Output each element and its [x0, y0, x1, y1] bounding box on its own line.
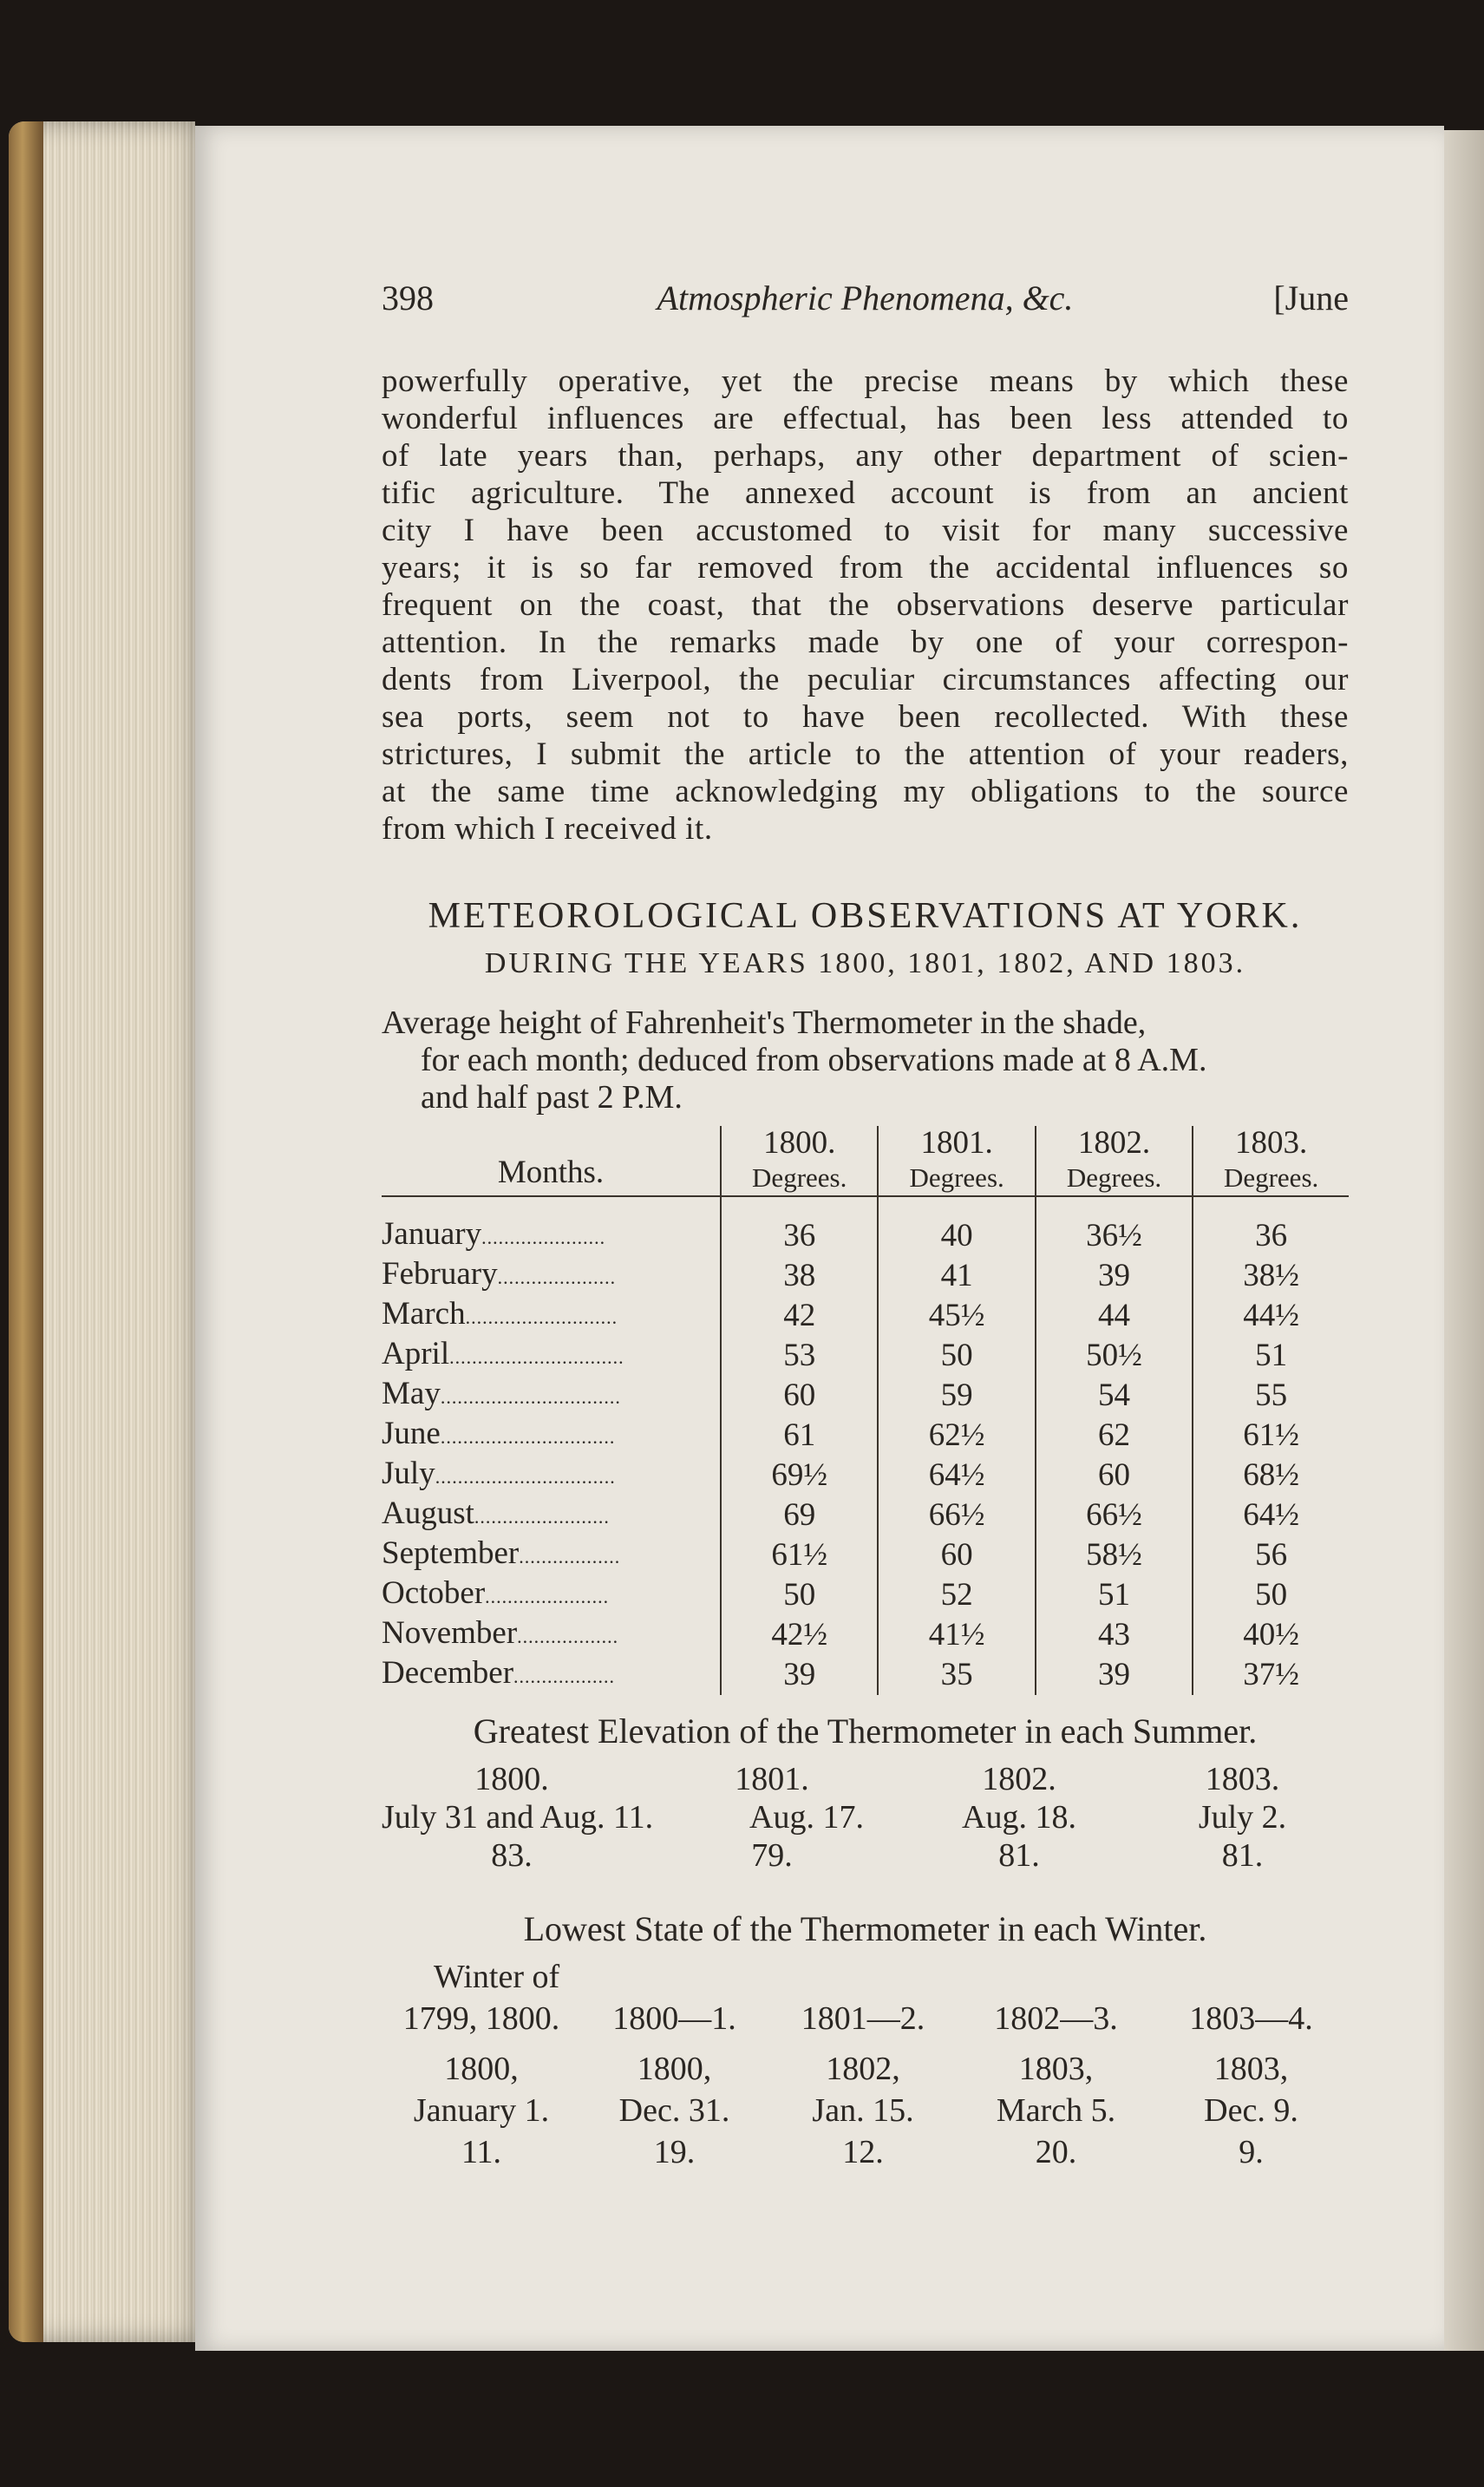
temperature-value: 60 [721, 1376, 878, 1416]
temperature-value: 51 [1036, 1575, 1193, 1615]
month-name: September [382, 1535, 520, 1571]
temperature-table [382, 1126, 1349, 1695]
winter-block [382, 1956, 1349, 2173]
winter-dates [382, 2090, 1349, 2131]
summer-date: July 31 and Aug. 11. [382, 1799, 654, 1836]
month-cell [382, 1216, 721, 1256]
paragraph-line: sea ports, seem not to have been recollected. With these [382, 699, 1349, 735]
month-cell [382, 1256, 721, 1296]
table-row [382, 1535, 1349, 1575]
year-header: 1803. [1193, 1126, 1349, 1161]
month-name: August [382, 1495, 474, 1531]
leader-dots: ...................... [485, 1586, 610, 1607]
month-cell [382, 1456, 721, 1495]
table-row [382, 1495, 1349, 1535]
temperature-value: 39 [1036, 1655, 1193, 1695]
section-title: METEOROLOGICAL OBSERVATIONS AT YORK. [428, 896, 1303, 936]
month-cell [382, 1336, 721, 1376]
month-name: June [382, 1416, 441, 1451]
winter-value: 11. [461, 2134, 502, 2170]
month-name: November [382, 1615, 518, 1651]
leader-dots: ...................... [481, 1227, 606, 1248]
winter-date: January 1. [413, 2092, 550, 2129]
paragraph-line: city I have been accustomed to visit for many successive [382, 513, 1349, 548]
temperature-value: 66½ [878, 1495, 1035, 1535]
winter-year: 1800, [444, 2051, 519, 2087]
winter-date: Dec. 9. [1204, 2092, 1298, 2129]
month-cell [382, 1535, 721, 1575]
winter-period: 1803—4. [1189, 2000, 1313, 2037]
temperature-value: 44 [1036, 1296, 1193, 1336]
year-header: 1801. [878, 1126, 1035, 1161]
winter-period: 1801—2. [801, 2000, 925, 2037]
summer-values [382, 1837, 1349, 1874]
temperature-value: 60 [878, 1535, 1035, 1575]
temperature-value: 38½ [1193, 1256, 1349, 1296]
winter-year: 1800, [637, 2051, 712, 2087]
facing-page-edge [1444, 130, 1484, 2351]
table-intro [382, 1005, 1349, 1116]
temperature-value: 36 [721, 1216, 878, 1256]
temperature-value: 38 [721, 1256, 878, 1296]
table-row [382, 1575, 1349, 1615]
temperature-value: 52 [878, 1575, 1035, 1615]
paragraph-line: powerfully operative, yet the precise means by which these [382, 363, 1349, 399]
temperature-value: 39 [721, 1655, 878, 1695]
month-name: October [382, 1575, 486, 1611]
summer-dates [382, 1799, 1349, 1836]
months-header: Months. [497, 1155, 605, 1190]
year-header: 1802. [1036, 1126, 1193, 1161]
paragraph-line: of late years than, perhaps, any other department of scien- [382, 438, 1349, 474]
table-row [382, 1615, 1349, 1655]
month-name: January [382, 1216, 482, 1252]
temperature-value: 43 [1036, 1615, 1193, 1655]
summer-year: 1803. [1205, 1761, 1280, 1797]
paragraph-line: dents from Liverpool, the peculiar circumstances affecting our [382, 662, 1349, 697]
winter-heading: Lowest State of the Thermometer in each Winter. [523, 1909, 1207, 1948]
temperature-value: 61½ [1193, 1416, 1349, 1456]
temperature-value: 39 [1036, 1256, 1193, 1296]
month-name: July [382, 1456, 435, 1491]
temperature-value: 40½ [1193, 1615, 1349, 1655]
intro-line: for each month; deduced from observations made at 8 A.M. [421, 1042, 1207, 1078]
header-month: [June [1273, 278, 1349, 317]
winter-periods [382, 1998, 1349, 2039]
leader-dots: ........................... [465, 1306, 618, 1328]
winter-values [382, 2131, 1349, 2173]
unit-header: Degrees. [721, 1161, 878, 1196]
leader-dots: ................................ [435, 1466, 616, 1488]
page-number: 398 [382, 278, 434, 317]
month-name: May [382, 1376, 441, 1411]
winter-year: 1803, [1213, 2051, 1289, 2087]
temperature-value: 40 [878, 1216, 1035, 1256]
summer-heading: Greatest Elevation of the Thermometer in each Summer. [473, 1711, 1258, 1751]
paragraph-line: attention. In the remarks made by one of your correspon- [382, 625, 1349, 660]
winter-period: 1800—1. [612, 2000, 736, 2037]
winter-value: 20. [1035, 2134, 1077, 2170]
unit-header: Degrees. [1036, 1161, 1193, 1196]
winter-years [382, 2048, 1349, 2090]
table-row [382, 1376, 1349, 1416]
temperature-value: 56 [1193, 1535, 1349, 1575]
leader-dots: ..................... [497, 1266, 617, 1288]
table-row [382, 1416, 1349, 1456]
book-page-edges [9, 121, 195, 2342]
body-paragraph [382, 363, 1349, 848]
month-cell [382, 1296, 721, 1336]
temperature-value: 59 [878, 1376, 1035, 1416]
month-cell [382, 1495, 721, 1535]
table-row [382, 1256, 1349, 1296]
paragraph-line: strictures, I submit the article to the attention of your readers, [382, 736, 1349, 772]
temperature-value: 35 [878, 1655, 1035, 1695]
summer-date: Aug. 18. [962, 1799, 1076, 1836]
summer-value: 83. [491, 1837, 533, 1874]
temperature-value: 50 [878, 1336, 1035, 1376]
winter-label [382, 1956, 1349, 1998]
summer-value: 81. [1221, 1837, 1264, 1874]
month-name: February [382, 1256, 498, 1292]
winter-value: 19. [653, 2134, 696, 2170]
summer-value: 79. [751, 1837, 793, 1874]
temperature-value: 41½ [878, 1615, 1035, 1655]
table-row [382, 1336, 1349, 1376]
section-subtitle: DURING THE YEARS 1800, 1801, 1802, AND 1803. [484, 947, 1246, 979]
temperature-value: 69 [721, 1495, 878, 1535]
leader-dots: ........................ [474, 1506, 610, 1528]
summer-year: 1801. [735, 1761, 809, 1797]
temperature-value: 50 [1193, 1575, 1349, 1615]
temperature-value: 64½ [878, 1456, 1035, 1495]
leader-dots: .................. [517, 1626, 619, 1647]
temperature-value: 61 [721, 1416, 878, 1456]
temperature-value: 50½ [1036, 1336, 1193, 1376]
temperature-value: 51 [1193, 1336, 1349, 1376]
running-header [382, 278, 1349, 330]
intro-line: Average height of Fahrenheit's Thermometer in the shade, [382, 1005, 1147, 1041]
unit-header: Degrees. [1193, 1161, 1349, 1196]
temperature-value: 55 [1193, 1376, 1349, 1416]
temperature-value: 37½ [1193, 1655, 1349, 1695]
table-row [382, 1216, 1349, 1256]
paragraph-line: years; it is so far removed from the accidental influences so [382, 550, 1349, 586]
year-header: 1800. [721, 1126, 878, 1161]
paragraph-line: frequent on the coast, that the observations deserve particular [382, 587, 1349, 623]
leader-dots: ............................... [449, 1346, 624, 1368]
winter-date: Jan. 15. [812, 2092, 914, 2129]
month-name: December [382, 1655, 514, 1691]
summer-value: 81. [998, 1837, 1040, 1874]
winter-of-label: Winter of [434, 1959, 560, 1995]
leader-dots: ............................... [440, 1426, 616, 1448]
temperature-value: 41 [878, 1256, 1035, 1296]
winter-year: 1802, [826, 2051, 900, 2087]
summer-date: Aug. 17. [749, 1799, 864, 1836]
summer-year: 1802. [982, 1761, 1056, 1797]
temperature-value: 36½ [1036, 1216, 1193, 1256]
temperature-value: 44½ [1193, 1296, 1349, 1336]
month-name: April [382, 1336, 450, 1371]
winter-year: 1803, [1018, 2051, 1094, 2087]
paragraph-line: from which I received it. [382, 811, 713, 847]
temperature-value: 64½ [1193, 1495, 1349, 1535]
temperature-value: 62½ [878, 1416, 1035, 1456]
summer-year: 1800. [474, 1761, 549, 1797]
temperature-value: 36 [1193, 1216, 1349, 1256]
month-cell [382, 1655, 721, 1695]
leader-dots: .................. [513, 1666, 616, 1687]
temperature-value: 45½ [878, 1296, 1035, 1336]
leader-dots: .................. [519, 1546, 621, 1567]
month-name: March [382, 1296, 466, 1332]
table-row [382, 1655, 1349, 1695]
month-cell [382, 1575, 721, 1615]
month-cell [382, 1416, 721, 1456]
temperature-value: 66½ [1036, 1495, 1193, 1535]
temperature-value: 58½ [1036, 1535, 1193, 1575]
month-cell [382, 1615, 721, 1655]
temperature-value: 50 [721, 1575, 878, 1615]
month-cell [382, 1376, 721, 1416]
temperature-value: 54 [1036, 1376, 1193, 1416]
table-row [382, 1296, 1349, 1336]
paragraph-line: at the same time acknowledging my obligations to the source [382, 774, 1349, 809]
unit-header: Degrees. [878, 1161, 1035, 1196]
running-title: Atmospheric Phenomena, &c. [657, 278, 1074, 317]
summer-date: July 2. [1198, 1799, 1287, 1836]
winter-value: 12. [842, 2134, 884, 2170]
winter-date: Dec. 31. [618, 2092, 730, 2129]
temperature-value: 61½ [721, 1535, 878, 1575]
temperature-value: 42 [721, 1296, 878, 1336]
leader-dots: ................................ [440, 1386, 621, 1408]
summer-years [382, 1761, 1349, 1797]
temperature-value: 42½ [721, 1615, 878, 1655]
temperature-value: 60 [1036, 1456, 1193, 1495]
table-row [382, 1456, 1349, 1495]
temperature-value: 68½ [1193, 1456, 1349, 1495]
temperature-value: 62 [1036, 1416, 1193, 1456]
paragraph-line: wonderful influences are effectual, has been less attended to [382, 401, 1349, 436]
temperature-value: 69½ [721, 1456, 878, 1495]
winter-period: 1802—3. [994, 2000, 1118, 2037]
winter-value: 9. [1239, 2134, 1264, 2170]
winter-date: March 5. [996, 2092, 1116, 2129]
temperature-value: 53 [721, 1336, 878, 1376]
intro-line: and half past 2 P.M. [421, 1079, 683, 1116]
winter-period: 1799, 1800. [402, 2000, 560, 2037]
paragraph-line: tific agriculture. The annexed account is from an ancient [382, 475, 1349, 511]
